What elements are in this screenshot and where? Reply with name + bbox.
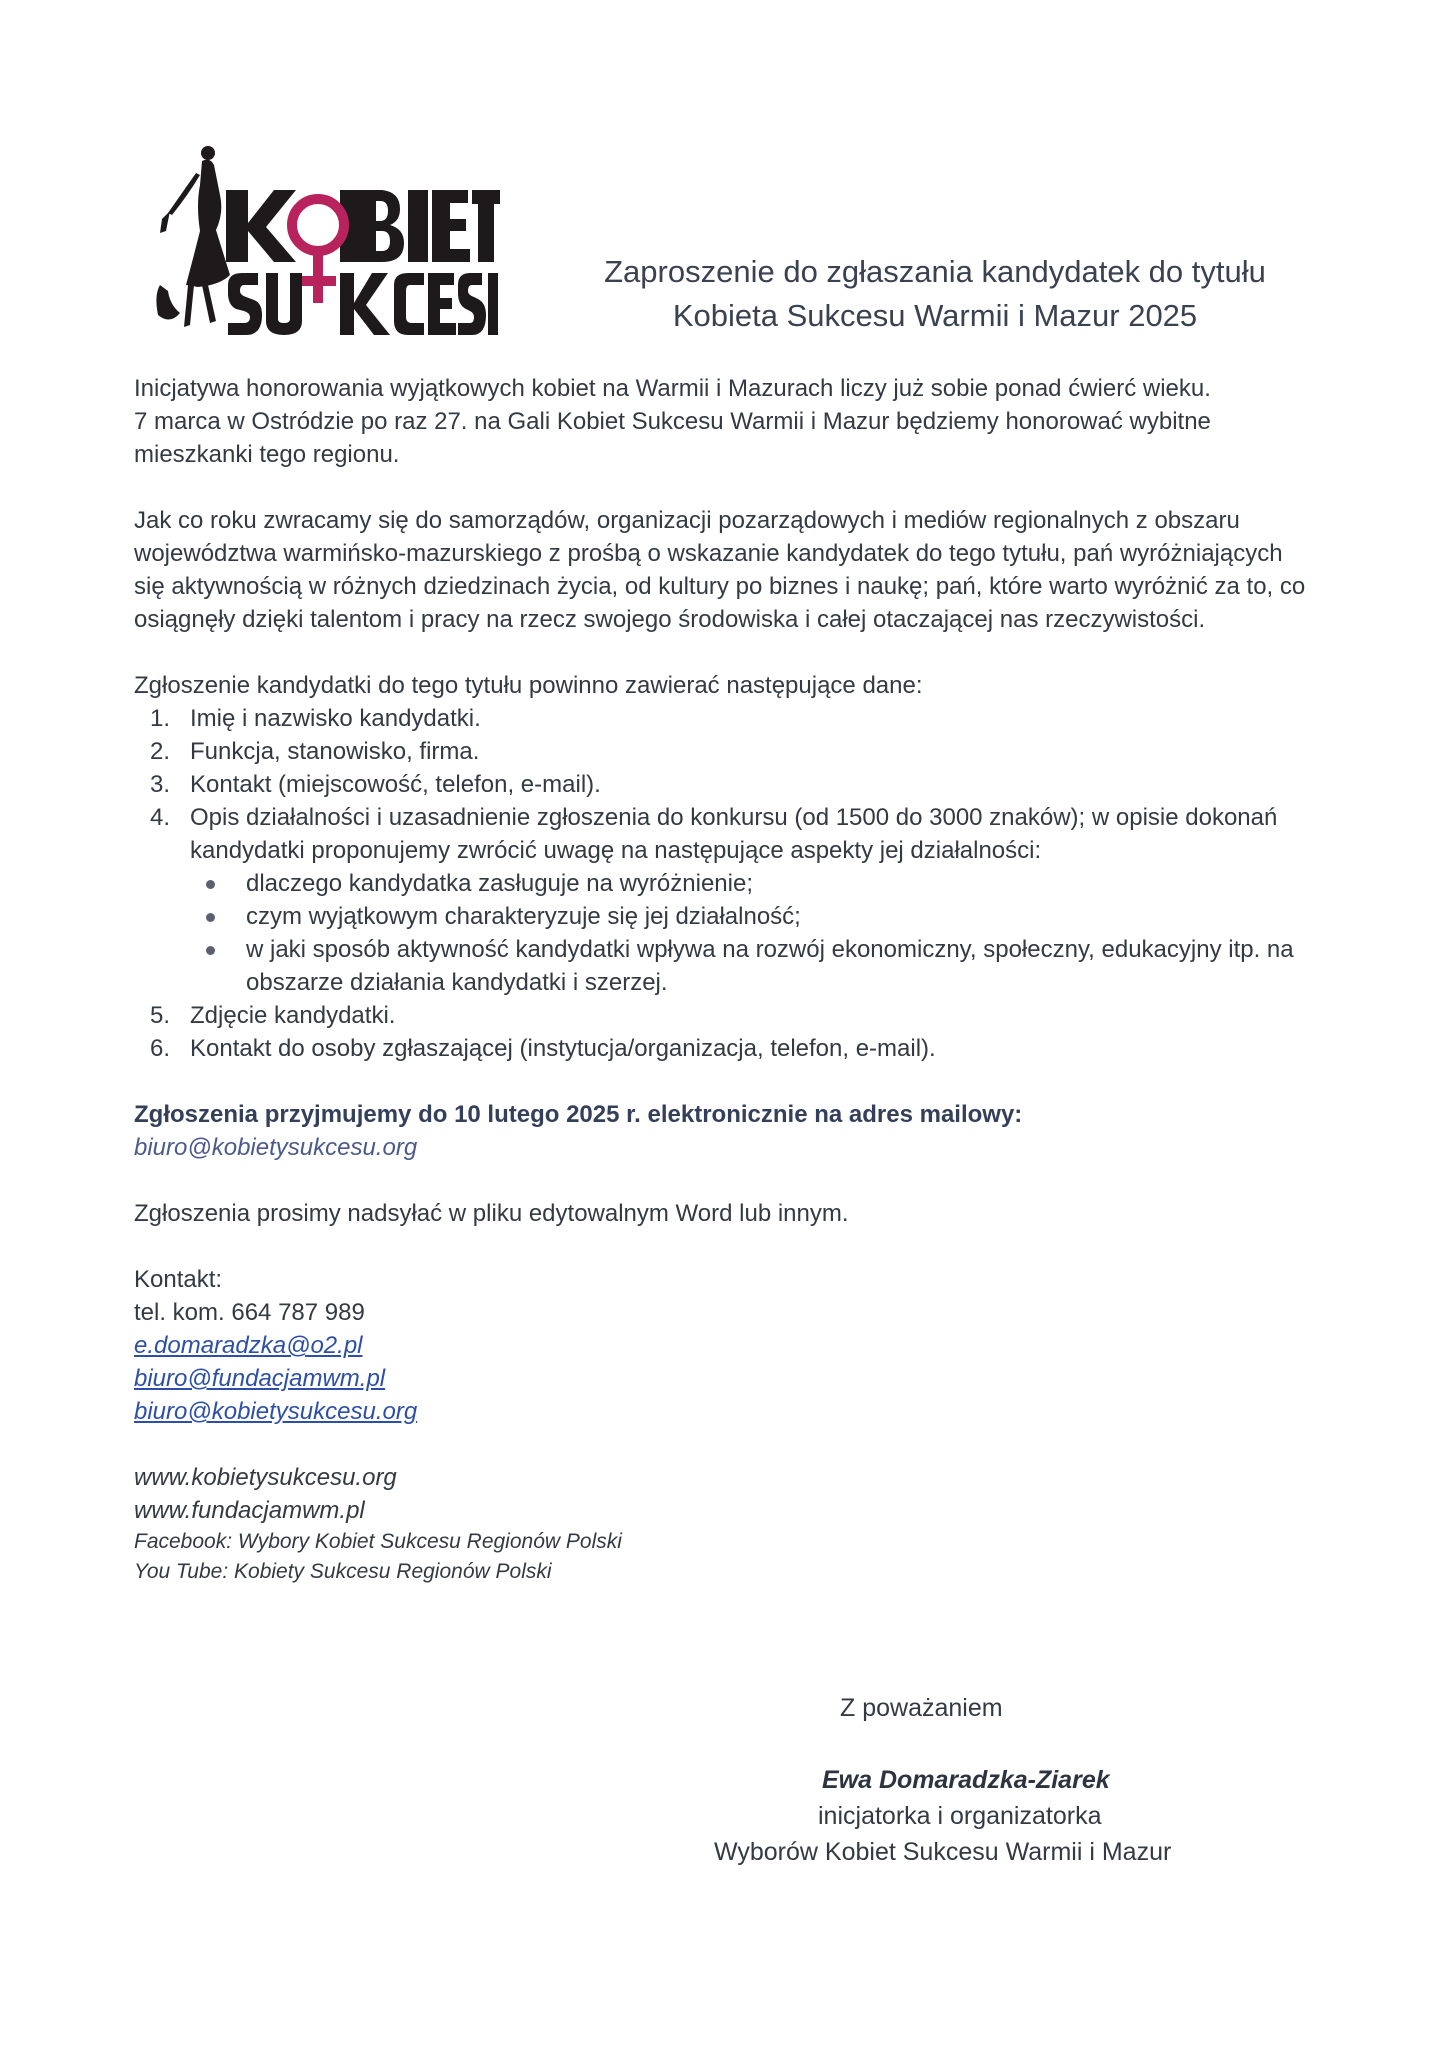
list-item: 4. Opis działalności i uzasadnienie zgłoszenia do konkursu (od 1500 do 3000 znaków); w opisie dokonań kandydatki proponujemy zwrócić uwagę na następujące aspekty jej działalności: dlaczego kandydatka zasługuje na wyróżnienie; czym wyjątkowym charakteryzuje się jej działalność; w jaki sposób aktywność kandydatki wpływa na rozwój ekonomiczny, społeczny, edukacyjny itp. na obszarze działania kandydatki i szerzej. bbox=[190, 801, 1314, 999]
facebook-info: Facebook: Wybory Kobiet Sukcesu Regionów Polski bbox=[134, 1530, 622, 1553]
signer-organization: Wyborów Kobiet Sukcesu Warmii i Mazur bbox=[714, 1838, 1172, 1866]
list-item: 1. Imię i nazwisko kandydatki. bbox=[149, 705, 481, 732]
contact-phone: tel. kom. 664 787 989 bbox=[134, 1299, 365, 1326]
title-line-1: Zaproszenie do zgłaszania kandydatek do tytułu bbox=[604, 254, 1266, 289]
requirements-list bbox=[134, 702, 1314, 1065]
list-item: 2. Funkcja, stanowisko, firma. bbox=[149, 738, 480, 765]
signer-name: Ewa Domaradzka-Ziarek bbox=[822, 1766, 1110, 1794]
list-item: 6. Kontakt do osoby zgłaszającej (instytucja/organizacja, telefon, e-mail). bbox=[149, 1035, 936, 1062]
contact-email-3[interactable]: biuro@kobietysukcesu.org bbox=[134, 1398, 418, 1425]
signature-block bbox=[700, 1690, 1340, 1870]
intro-paragraph-1: Inicjatywa honorowania wyjątkowych kobiet na Warmii i Mazurach liczy już sobie ponad ćwierć wieku. bbox=[134, 375, 1211, 402]
document-title bbox=[540, 250, 1330, 338]
aspect-item: dlaczego kandydatka zasługuje na wyróżnienie; bbox=[246, 867, 1314, 900]
format-note: Zgłoszenia prosimy nadsyłać w pliku edytowalnym Word lub innym. bbox=[134, 1200, 849, 1227]
letter-body bbox=[134, 372, 1314, 1587]
youtube-info: You Tube: Kobiety Sukcesu Regionów Polski bbox=[134, 1560, 552, 1583]
contact-label: Kontakt: bbox=[134, 1266, 223, 1293]
aspects-list bbox=[190, 867, 1314, 999]
list-item: 5. Zdjęcie kandydatki. bbox=[149, 1002, 396, 1029]
deadline-notice: Zgłoszenia przyjmujemy do 10 lutego 2025 r. elektronicznie na adres mailowy: bbox=[134, 1101, 1023, 1128]
aspect-item: w jaki sposób aktywność kandydatki wpływa na rozwój ekonomiczny, społeczny, edukacyjny itp. na obszarze działania kandydatki i szerzej. bbox=[246, 933, 1314, 999]
contact-email-1[interactable]: e.domaradzka@o2.pl bbox=[134, 1332, 363, 1359]
title-line-2: Kobieta Sukcesu Warmii i Mazur 2025 bbox=[672, 298, 1198, 333]
requirements-intro: Zgłoszenie kandydatki do tego tytułu powinno zawierać następujące dane: bbox=[134, 672, 923, 699]
website-link-1[interactable]: www.kobietysukcesu.org bbox=[134, 1464, 397, 1491]
submission-email[interactable]: biuro@kobietysukcesu.org bbox=[134, 1134, 418, 1161]
contact-email-2[interactable]: biuro@fundacjamwm.pl bbox=[134, 1365, 386, 1392]
list-item: 3. Kontakt (miejscowość, telefon, e-mail). bbox=[149, 771, 601, 798]
kobiety-sukcesu-logo bbox=[150, 135, 500, 340]
intro-paragraph-2: 7 marca w Ostródzie po raz 27. na Gali Kobiet Sukcesu Warmii i Mazur będziemy honorować wybitne mieszkanki tego regionu. bbox=[134, 408, 1211, 468]
website-link-2[interactable]: www.fundacjamwm.pl bbox=[134, 1497, 365, 1524]
aspect-item: czym wyjątkowym charakteryzuje się jej działalność; bbox=[246, 900, 1314, 933]
appeal-paragraph: Jak co roku zwracamy się do samorządów, organizacji pozarządowych i mediów regionalnych z obszaru województwa warmińsko-mazurskiego z prośbą o wskazanie kandydatek do tego tytułu, pań wyróżniających się aktywnością w różnych dziedzinach życia, od kultury po biznes i naukę; pań, które warto wyróżnić za to, co osiągnęły dzięki talentom i pracy na rzecz swojego środowiska i całej otaczającej nas rzeczywistości. bbox=[134, 507, 1306, 633]
regards-text: Z poważaniem bbox=[840, 1694, 1003, 1722]
signer-role: inicjatorka i organizatorka bbox=[818, 1802, 1102, 1830]
